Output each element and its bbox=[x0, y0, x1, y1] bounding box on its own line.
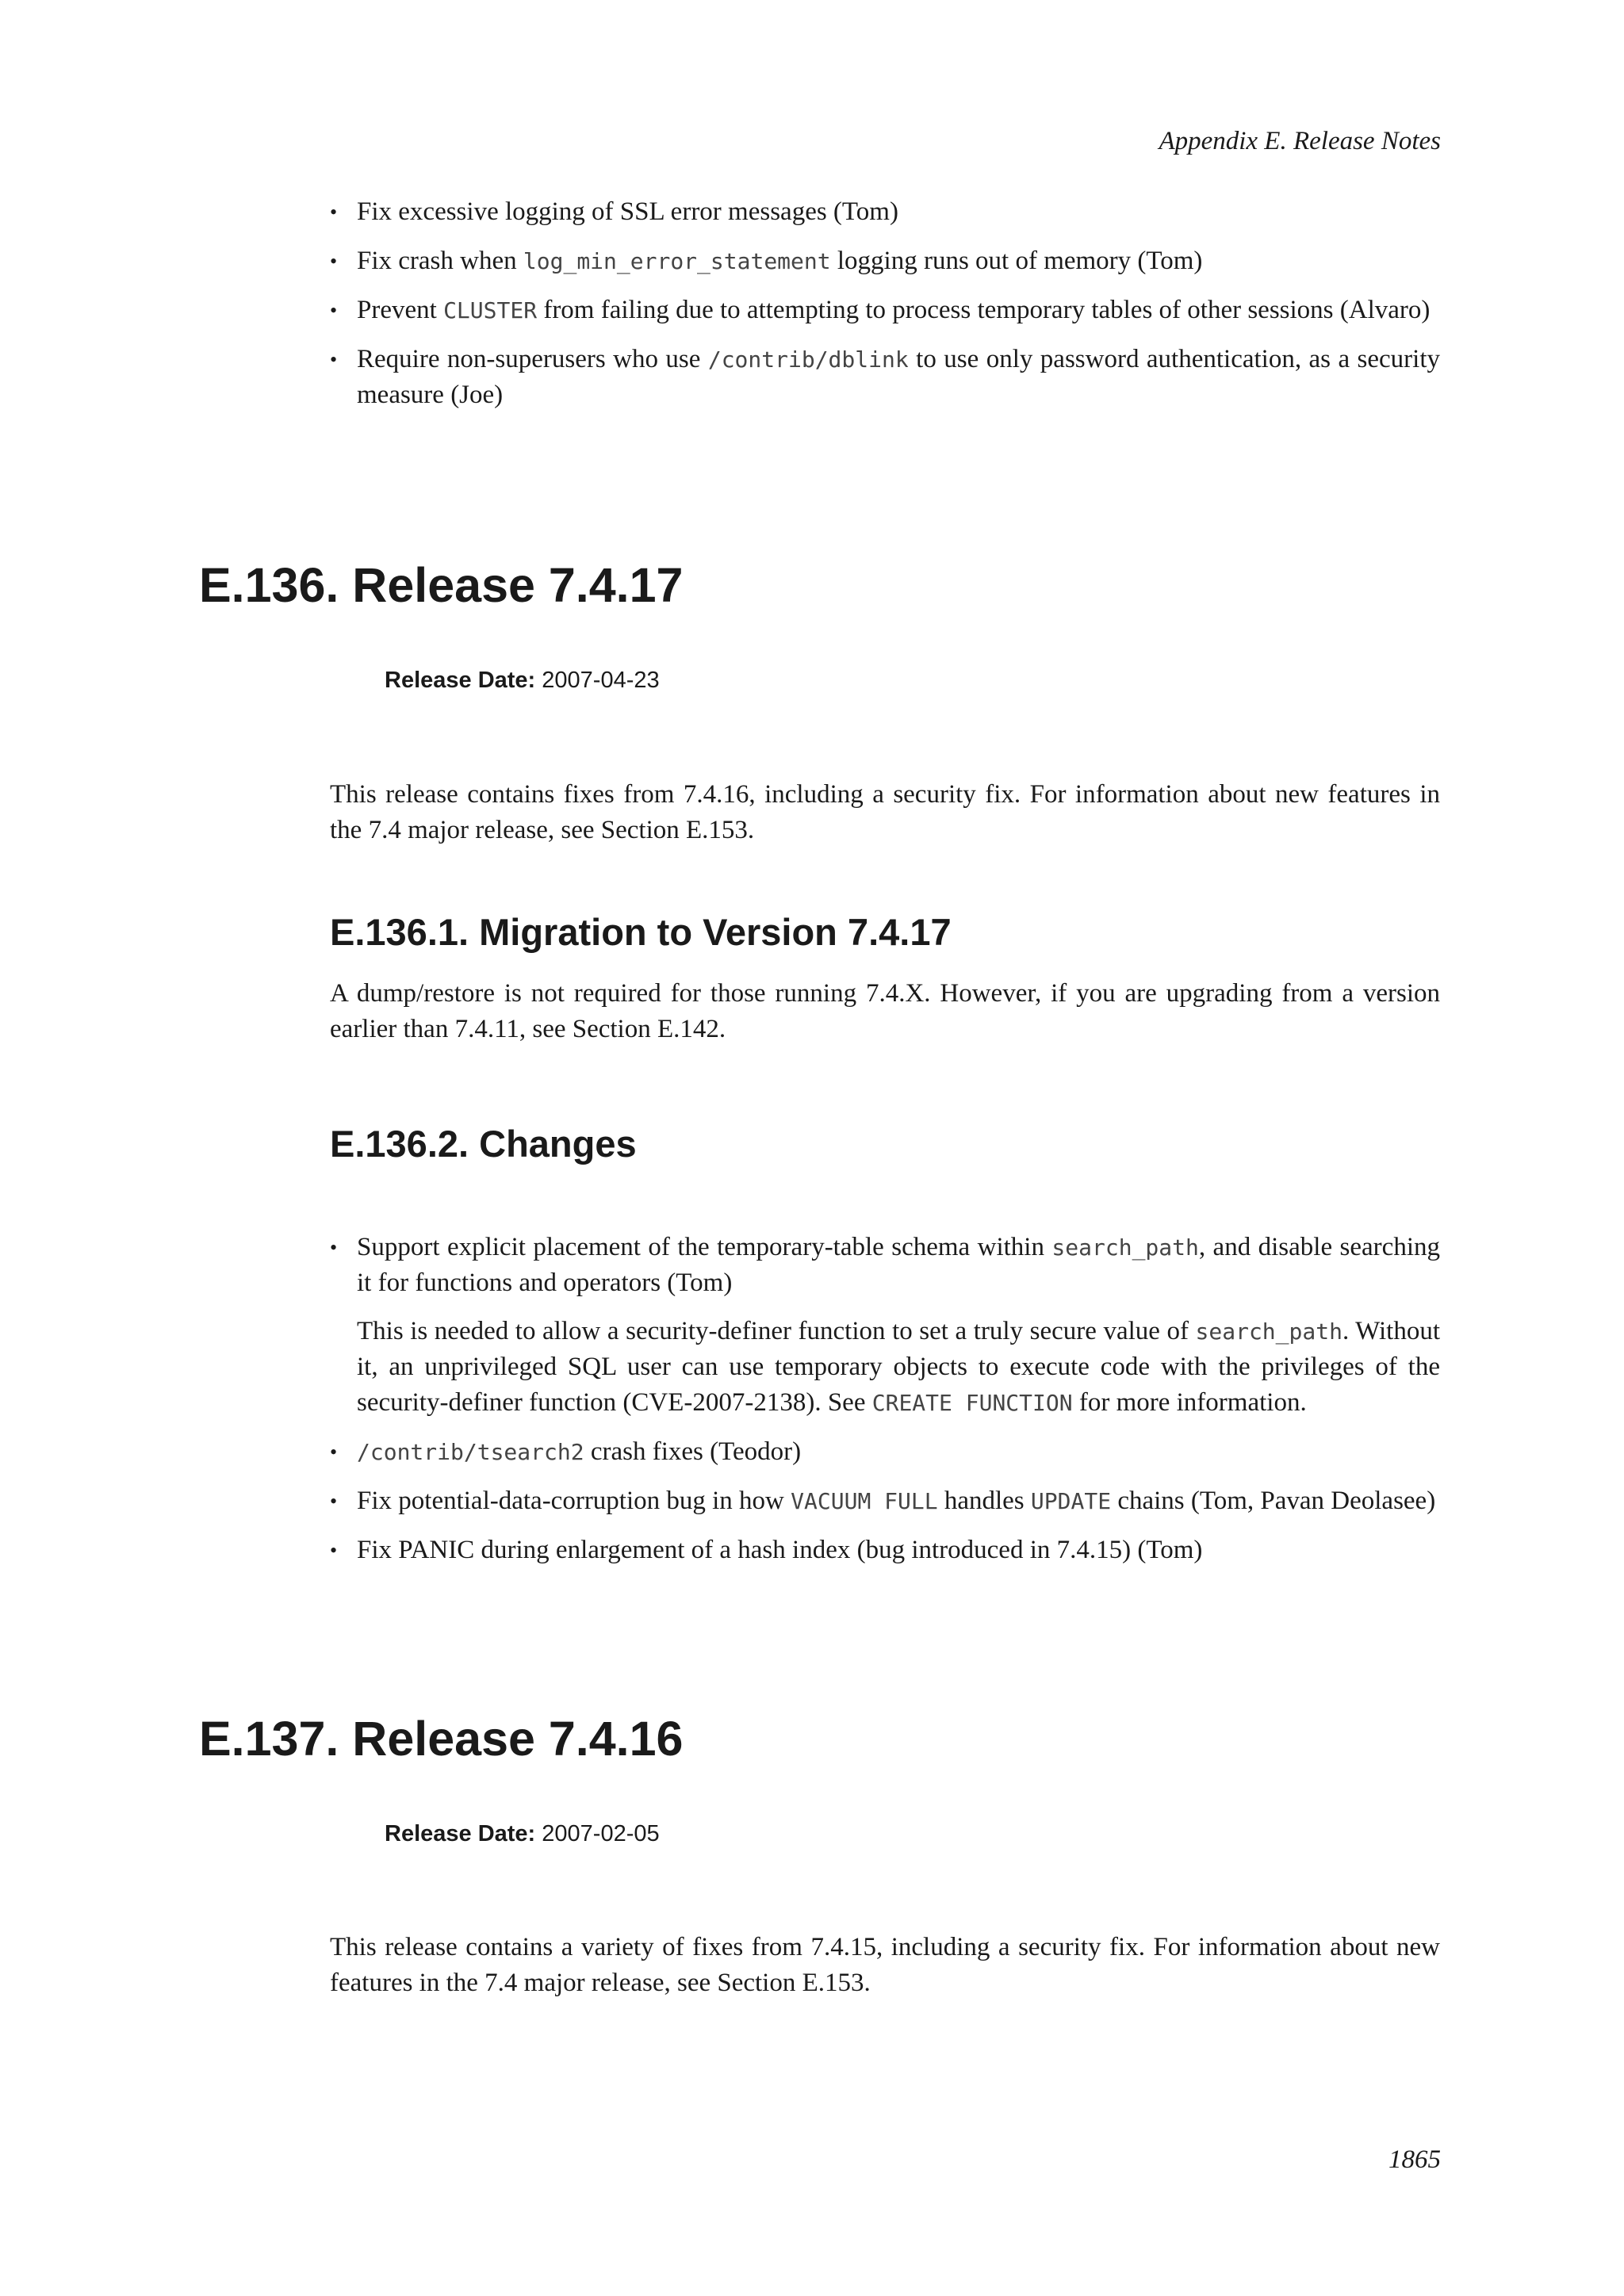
list-item bbox=[330, 243, 1440, 279]
list-item-text: Fix excessive logging of SSL error messages (Tom) bbox=[357, 197, 898, 226]
list-item-text: logging runs out of memory (Tom) bbox=[830, 247, 1203, 275]
code-literal: CLUSTER bbox=[443, 297, 538, 323]
page-number: 1865 bbox=[1388, 2145, 1441, 2174]
code-literal: /contrib/tsearch2 bbox=[357, 1439, 584, 1465]
list-item-text: Fix crash when bbox=[357, 247, 523, 275]
release-intro bbox=[330, 1930, 1440, 2001]
release-date bbox=[385, 1821, 660, 1847]
list-item bbox=[330, 194, 1440, 230]
subsection-title-migration: E.136.1. Migration to Version 7.4.17 bbox=[330, 911, 952, 953]
list-item-text: Fix PANIC during enlargement of a hash index (bug introduced in 7.4.15) (Tom) bbox=[357, 1536, 1203, 1564]
list-item-text: chains (Tom, Pavan Deolasee) bbox=[1111, 1487, 1436, 1515]
list-item bbox=[330, 1483, 1440, 1519]
list-item-text: , and disable searching it for functions and operators (Tom) bbox=[357, 1233, 1440, 1297]
release-date-value: 2007-02-05 bbox=[542, 1821, 660, 1846]
list-item-text: to use only password authentication, as a security measure (Joe) bbox=[357, 345, 1440, 409]
list-item bbox=[330, 342, 1440, 413]
section-title-release-7416: E.137. Release 7.4.16 bbox=[199, 1712, 684, 1766]
list-item-text: handles bbox=[937, 1487, 1031, 1515]
release-date-value: 2007-04-23 bbox=[542, 668, 660, 693]
changes-bullet-list bbox=[330, 1230, 1440, 1582]
code-literal: UPDATE bbox=[1030, 1488, 1112, 1514]
release-intro-text: This release contains a variety of fixes from 7.4.15, including a security fix. For information about new features in the 7.4 major release, see Section E.153. bbox=[330, 1933, 1440, 1997]
code-literal: VACUUM FULL bbox=[791, 1488, 938, 1514]
section-title-release-7417: E.136. Release 7.4.17 bbox=[199, 558, 684, 612]
release-date-label: Release Date: bbox=[385, 668, 536, 693]
list-item-paragraph bbox=[357, 1314, 1440, 1421]
list-item-text: Require non-superusers who use bbox=[357, 345, 708, 373]
code-literal: CREATE FUNCTION bbox=[871, 1390, 1073, 1416]
list-item-text: from failing due to attempting to process temporary tables of other sessions (Alvaro) bbox=[537, 296, 1431, 324]
release-intro-text: This release contains fixes from 7.4.16, including a security fix. For information about new features in the 7.4 major release, see Section E.153. bbox=[330, 780, 1440, 844]
migration-text bbox=[330, 976, 1440, 1047]
release-date bbox=[385, 668, 660, 694]
list-item-text: crash fixes (Teodor) bbox=[584, 1437, 802, 1466]
code-literal: /contrib/dblink bbox=[707, 346, 909, 373]
list-item-text: Support explicit placement of the temporary-table schema within bbox=[357, 1233, 1052, 1261]
paragraph-text: for more information. bbox=[1072, 1388, 1307, 1417]
list-item bbox=[330, 1533, 1440, 1568]
top-bullet-list bbox=[330, 194, 1440, 427]
subsection-title-changes: E.136.2. Changes bbox=[330, 1123, 637, 1165]
release-intro bbox=[330, 777, 1440, 848]
release-date-label: Release Date: bbox=[385, 1821, 536, 1846]
code-literal: search_path bbox=[1195, 1318, 1342, 1345]
migration-paragraph: A dump/restore is not required for those running 7.4.X. However, if you are upgrading from a version earlier than 7.4.11, see Section E.142. bbox=[330, 979, 1440, 1043]
list-item-text: Fix potential-data-corruption bug in how bbox=[357, 1487, 791, 1515]
list-item bbox=[330, 293, 1440, 328]
list-item-text: Prevent bbox=[357, 296, 444, 324]
code-literal: search_path bbox=[1051, 1234, 1199, 1261]
running-header: Appendix E. Release Notes bbox=[1159, 127, 1441, 155]
list-item bbox=[330, 1434, 1440, 1470]
code-literal: log_min_error_statement bbox=[523, 248, 831, 274]
paragraph-text: . Without it, an unprivileged SQL user can use temporary objects to execute code with the privileges of the security-definer function (CVE-2007-2138). See bbox=[357, 1317, 1440, 1417]
paragraph-text: This is needed to allow a security-definer function to set a truly secure value of bbox=[357, 1317, 1196, 1345]
list-item bbox=[330, 1230, 1440, 1421]
